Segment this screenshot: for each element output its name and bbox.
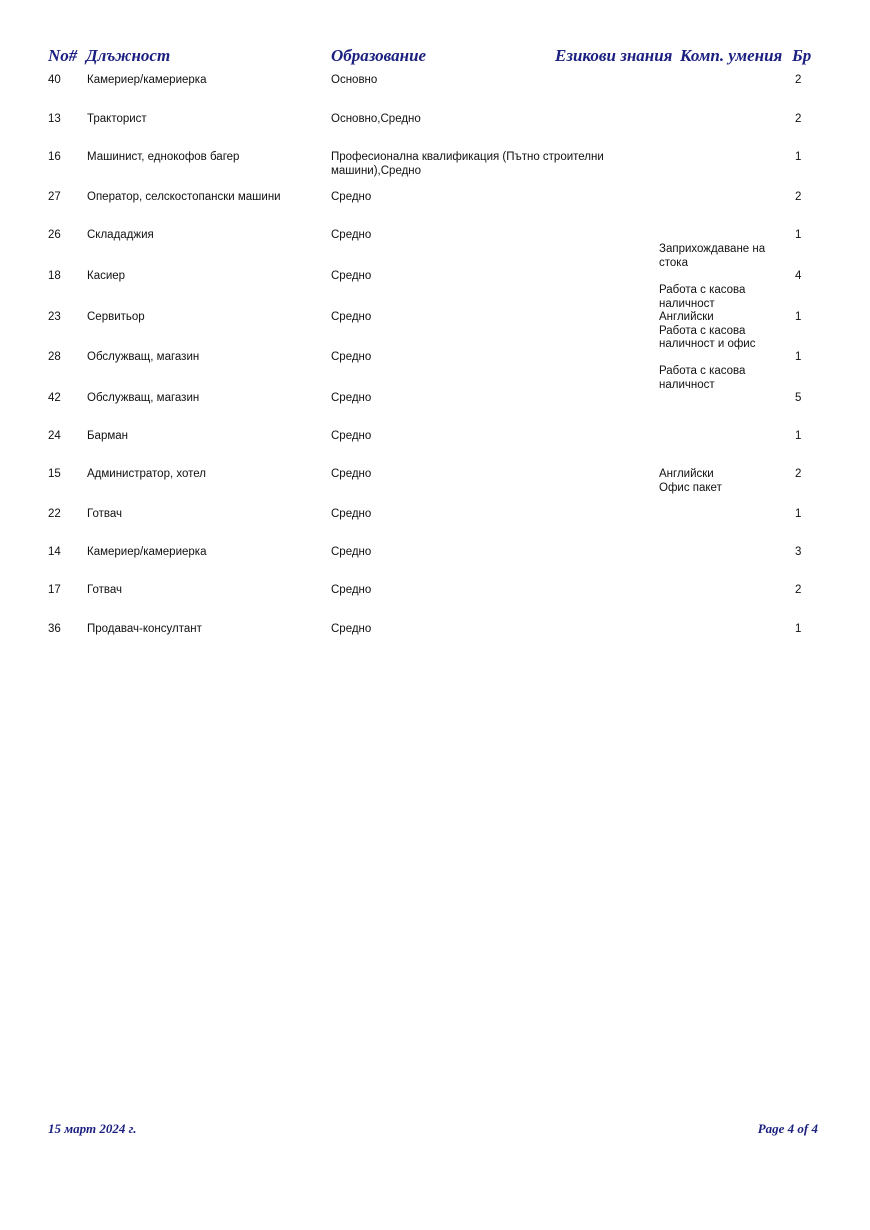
row-education [331, 508, 371, 522]
row-education [331, 584, 371, 598]
row-count: 2 [795, 191, 802, 203]
row-education [331, 270, 371, 284]
row-number: 23 [48, 311, 61, 323]
row-position: Администратор, хотел [87, 468, 206, 480]
row-computer-skills [659, 311, 755, 352]
row-position: Касиер [87, 270, 126, 282]
row-position: Камериер/камериерка [87, 74, 207, 86]
row-position: Готвач [87, 508, 122, 520]
row-number: 18 [48, 270, 61, 282]
header-computer-skills: Комп. умения [680, 46, 783, 65]
education-line: Средно [331, 229, 372, 241]
row-count: 1 [795, 430, 802, 442]
education-line: Основно,Средно [331, 113, 421, 125]
row-number: 36 [48, 623, 61, 635]
row-education [331, 351, 371, 365]
row-count: 1 [795, 351, 802, 363]
row-count: 4 [795, 270, 802, 282]
skill-line: Английски [659, 311, 714, 323]
row-number: 28 [48, 351, 61, 363]
skill-line: Работа с касова [659, 324, 746, 337]
footer-page-number: Page 4 of 4 [757, 1121, 818, 1136]
skill-line: стока [659, 256, 688, 269]
row-education [331, 113, 421, 127]
skill-line: Офис пакет [659, 481, 722, 494]
row-number: 15 [48, 468, 61, 480]
row-number: 14 [48, 546, 61, 558]
row-number: 42 [48, 392, 61, 404]
row-education [331, 430, 371, 444]
education-line: Средно [331, 584, 372, 596]
row-count: 2 [795, 584, 802, 596]
education-line: Средно [331, 508, 372, 520]
row-number: 27 [48, 191, 61, 203]
row-number: 13 [48, 113, 61, 125]
skill-line: Английски [659, 468, 714, 480]
row-education [331, 151, 604, 178]
row-number: 22 [48, 508, 61, 520]
skill-line: наличност и офис [659, 338, 756, 350]
row-position: Обслужващ, магазин [87, 351, 200, 363]
row-education [331, 191, 371, 205]
education-line: Средно [331, 546, 372, 558]
row-position: Оператор, селскостопански машини [87, 191, 281, 203]
education-line: Средно [331, 430, 372, 442]
row-education [331, 229, 371, 243]
row-count: 5 [795, 392, 802, 404]
row-count: 1 [795, 623, 802, 635]
row-position: Продавач-консултант [87, 623, 202, 635]
education-line: Средно [331, 468, 372, 480]
row-computer-skills [659, 365, 745, 392]
education-line: Средно [331, 311, 372, 323]
row-count: 2 [795, 74, 802, 86]
row-count: 2 [795, 468, 802, 480]
row-count: 1 [795, 311, 802, 323]
row-number: 40 [48, 74, 61, 86]
row-count: 1 [795, 508, 802, 520]
row-position: Барман [87, 430, 128, 442]
row-count: 2 [795, 113, 802, 125]
header-education: Образование [331, 46, 427, 65]
education-line: Средно [331, 351, 372, 363]
footer-date: 15 март 2024 г. [48, 1121, 137, 1136]
row-count: 3 [795, 546, 802, 558]
row-count: 1 [795, 151, 802, 163]
row-computer-skills [659, 243, 765, 270]
education-line: Средно [331, 392, 372, 404]
row-computer-skills [659, 284, 745, 311]
row-education [331, 392, 371, 406]
row-number: 17 [48, 584, 61, 596]
row-number: 26 [48, 229, 61, 241]
row-education [331, 546, 371, 560]
row-number: 24 [48, 430, 61, 442]
education-line: Средно [331, 191, 372, 203]
header-no: No# [48, 46, 78, 65]
education-line: Основно [331, 74, 378, 86]
header-count: Бр [792, 46, 812, 65]
row-education [331, 468, 371, 482]
row-education [331, 74, 377, 88]
skill-line: Заприхождаване на [659, 243, 766, 255]
skill-line: наличност [659, 297, 715, 310]
header-languages: Езикови знания [555, 46, 673, 65]
education-line: Средно [331, 270, 372, 282]
skill-line: наличност [659, 378, 715, 391]
row-education [331, 623, 371, 637]
row-computer-skills [659, 468, 722, 495]
skill-line: Работа с касова [659, 284, 746, 296]
row-count: 1 [795, 229, 802, 241]
row-position: Сервитьор [87, 311, 145, 323]
row-position: Тракторист [87, 113, 147, 125]
education-line: машини),Средно [331, 164, 422, 177]
education-line: Средно [331, 623, 372, 635]
row-number: 16 [48, 151, 61, 163]
row-education [331, 311, 371, 325]
row-position: Готвач [87, 584, 122, 596]
row-position: Обслужващ, магазин [87, 392, 200, 404]
header-position: Длъжност [86, 46, 171, 65]
row-position: Камериер/камериерка [87, 546, 207, 558]
skill-line: Работа с касова [659, 365, 746, 377]
row-position: Склададжия [87, 229, 154, 241]
education-line: Професионална квалификация (Пътно строителни [331, 151, 604, 163]
row-position: Машинист, еднокофов багер [87, 151, 240, 163]
